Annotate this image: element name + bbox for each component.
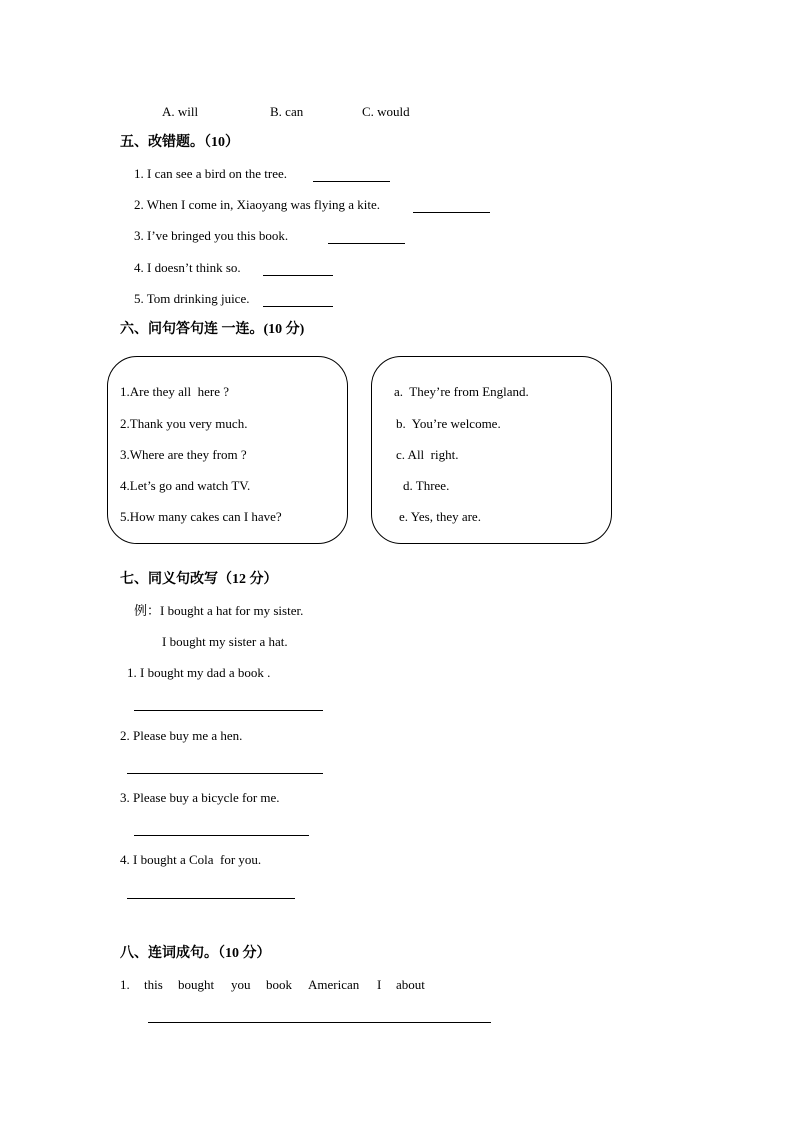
word-7: about — [396, 977, 425, 992]
section7-item-3: 3. Please buy a bicycle for me. — [120, 790, 280, 805]
section5-heading: 五、改错题。（10） — [120, 135, 239, 150]
question-4: 4.Let’s go and watch TV. — [120, 478, 251, 493]
section5-item-5: 5. Tom drinking juice. — [134, 291, 250, 306]
answer-line[interactable] — [134, 710, 323, 711]
option-a: A. will — [162, 104, 199, 119]
answer-blank[interactable] — [263, 275, 333, 276]
question-2: 2.Thank you very much. — [120, 416, 248, 431]
section5-item-4: 4. I doesn’t think so. — [134, 260, 241, 275]
word-4: book — [266, 977, 292, 992]
answer-line[interactable] — [148, 1022, 491, 1023]
question-5: 5.How many cakes can I have? — [120, 509, 282, 524]
section7-item-4: 4. I bought a Cola for you. — [120, 852, 262, 867]
word-3: you — [231, 977, 251, 992]
answer-a: a. They’re from England. — [394, 384, 529, 399]
answer-blank[interactable] — [413, 212, 490, 213]
section6-heading: 六、问句答句连 一连。(10 分) — [120, 322, 305, 337]
section8-heading: 八、连词成句。（10 分） — [120, 946, 271, 961]
answer-e: e. Yes, they are. — [399, 509, 481, 524]
word-1: this — [144, 977, 163, 992]
example-sentence: 例：I bought a hat for my sister. — [134, 603, 304, 618]
section7-item-1: 1. I bought my dad a book . — [127, 665, 271, 680]
section5-item-3: 3. I’ve bringed you this book. — [134, 228, 289, 243]
answer-line[interactable] — [127, 773, 323, 774]
answer-b: b. You’re welcome. — [396, 416, 501, 431]
word-6: I — [377, 977, 382, 992]
word-2: bought — [178, 977, 215, 992]
section5-item-1: 1. I can see a bird on the tree. — [134, 166, 288, 181]
example-answer: I bought my sister a hat. — [162, 634, 288, 649]
section5-item-2: 2. When I come in, Xiaoyang was flying a kite. — [134, 197, 380, 212]
answer-blank[interactable] — [263, 306, 333, 307]
answer-line[interactable] — [127, 898, 295, 899]
section8-item-number: 1. — [120, 977, 130, 992]
question-1: 1.Are they all here ? — [120, 384, 230, 399]
question-3: 3.Where are they from ? — [120, 447, 247, 462]
answer-blank[interactable] — [313, 181, 390, 182]
answer-d: d. Three. — [403, 478, 450, 493]
word-5: American — [308, 977, 360, 992]
answer-line[interactable] — [134, 835, 309, 836]
option-c: C. would — [362, 104, 410, 119]
section7-item-2: 2. Please buy me a hen. — [120, 728, 243, 743]
section7-heading: 七、同义句改写（12 分） — [120, 572, 278, 587]
option-b: B. can — [270, 104, 304, 119]
answer-blank[interactable] — [328, 243, 405, 244]
answer-c: c. All right. — [396, 447, 459, 462]
